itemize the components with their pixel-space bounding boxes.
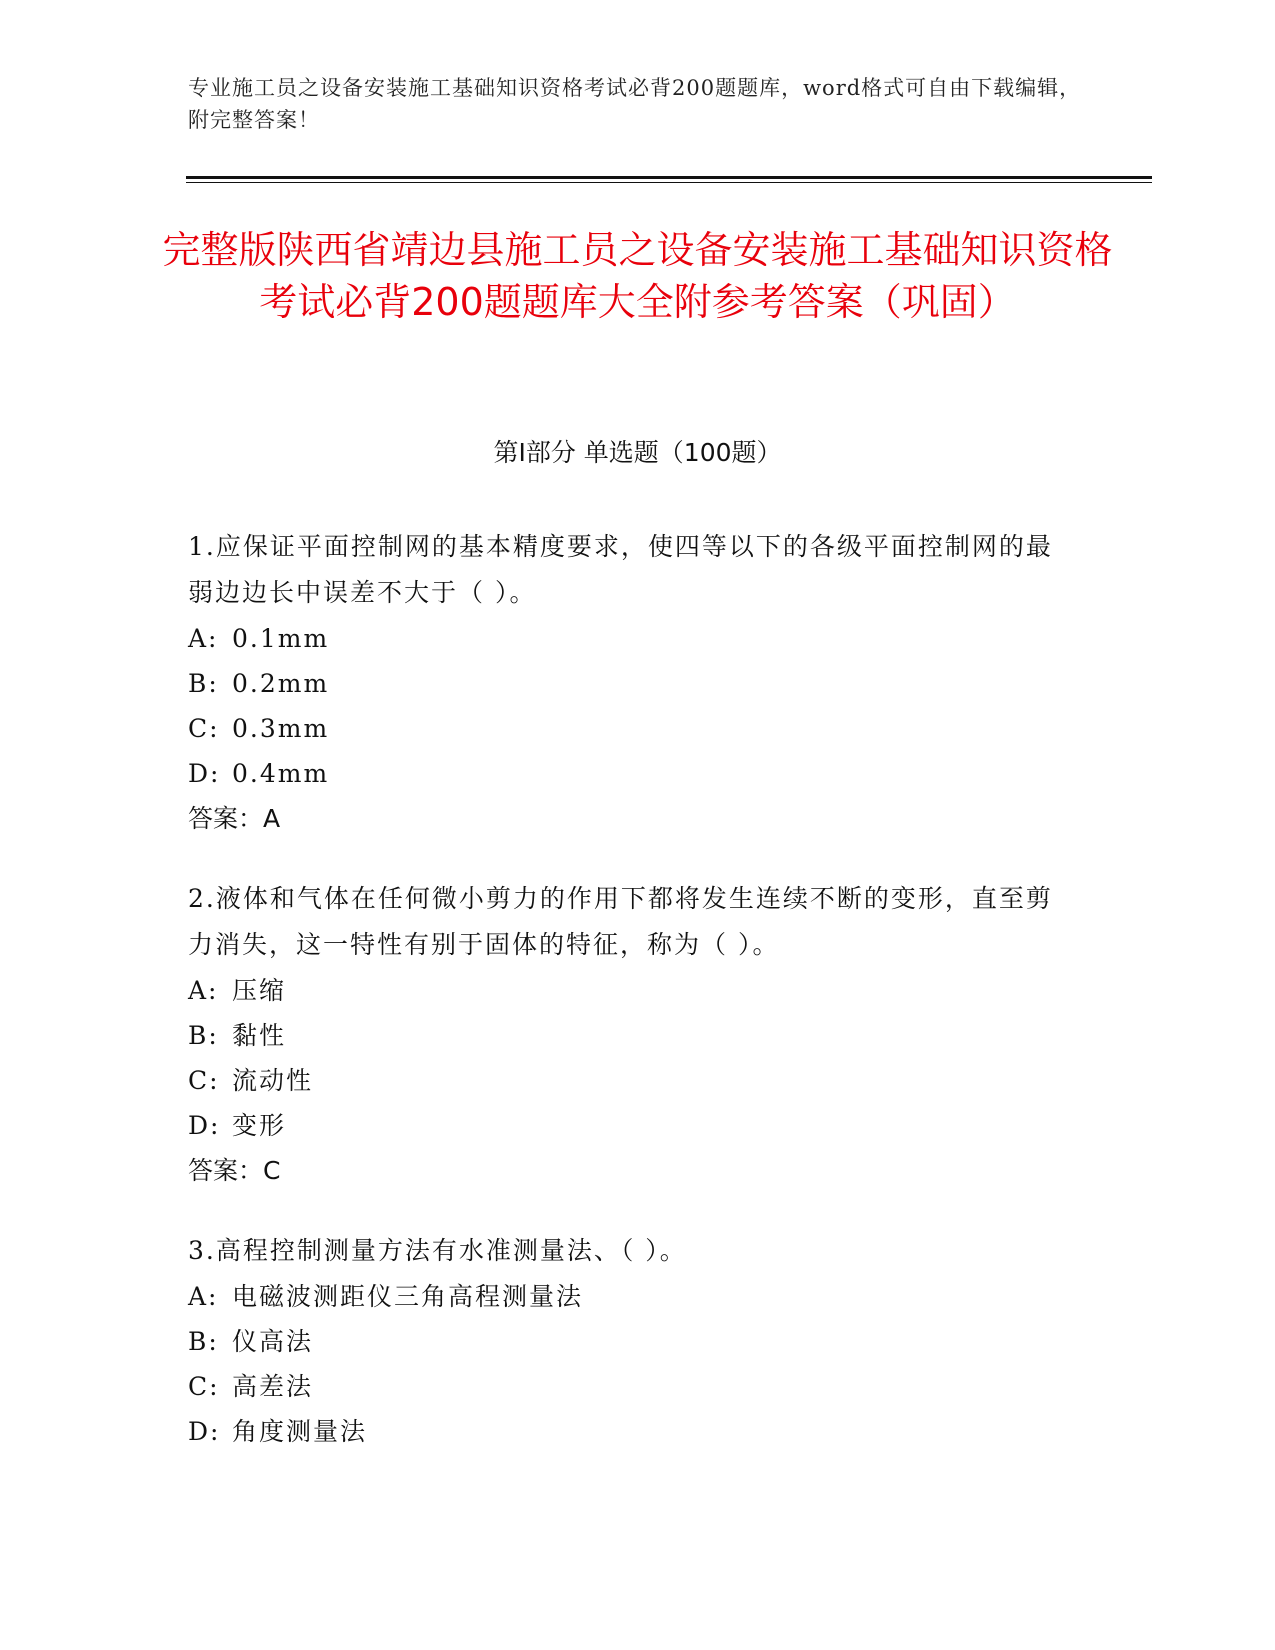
option-text: 高差法 [232,1372,314,1401]
option-letter: D: [188,1111,221,1140]
option-text: 仪高法 [232,1327,314,1356]
option-letter: C: [188,714,220,743]
question-stem: 3.高程控制测量方法有水准测量法、（ ）。 [188,1236,687,1265]
option-text: 0.2mm [232,669,330,698]
option-letter: A: [188,624,219,653]
question-1 [188,524,1068,842]
option-text: 黏性 [232,1021,287,1050]
option-text: 流动性 [232,1066,314,1095]
question-stem: 1.应保证平面控制网的基本精度要求，使四等以下的各级平面控制网的最弱边边长中误差不大于（ ）。 [188,532,1053,607]
option-text: 0.3mm [232,714,330,743]
option-d [188,1103,1068,1148]
option-letter: D: [188,759,221,788]
header-note: 专业施工员之设备安装施工基础知识资格考试必背200题题库，word格式可自由下载编辑，附完整答案！ [188,76,1082,132]
option-letter: A: [188,976,219,1005]
question-list [188,524,1068,1488]
option-c [188,1058,1068,1103]
question-stem: 2.液体和气体在任何微小剪力的作用下都将发生连续不断的变形，直至剪力消失，这一特性有别于固体的特征，称为（ ）。 [188,884,1053,959]
header-divider [186,176,1152,179]
option-c [188,706,1068,751]
option-letter: B: [188,1327,219,1356]
option-letter: D: [188,1417,221,1446]
option-text: 角度测量法 [232,1417,368,1446]
option-c [188,1364,1068,1409]
option-letter: C: [188,1066,220,1095]
option-letter: B: [188,1021,219,1050]
option-text: 0.4mm [232,759,330,788]
option-a [188,1274,1068,1319]
option-text: 变形 [232,1111,287,1140]
question-2 [188,876,1068,1194]
option-text: 电磁波测距仪三角高程测量法 [232,1282,584,1311]
answer-line: 答案：A [188,804,281,833]
document-title: 完整版陕西省靖边县施工员之设备安装施工基础知识资格考试必背200题题库大全附参考答案（巩固） [162,228,1113,324]
option-b [188,1013,1068,1058]
option-b [188,661,1068,706]
option-letter: B: [188,669,219,698]
header-divider-thin [186,182,1152,183]
option-text: 0.1mm [232,624,330,653]
option-d [188,1409,1068,1454]
option-a [188,616,1068,661]
option-letter: A: [188,1282,219,1311]
option-letter: C: [188,1372,220,1401]
section-heading: 第Ⅰ部分 单选题（100题） [493,438,782,467]
answer-line: 答案：C [188,1156,281,1185]
option-text: 压缩 [232,976,287,1005]
option-a [188,968,1068,1013]
option-b [188,1319,1068,1364]
question-3 [188,1228,1068,1454]
option-d [188,751,1068,796]
